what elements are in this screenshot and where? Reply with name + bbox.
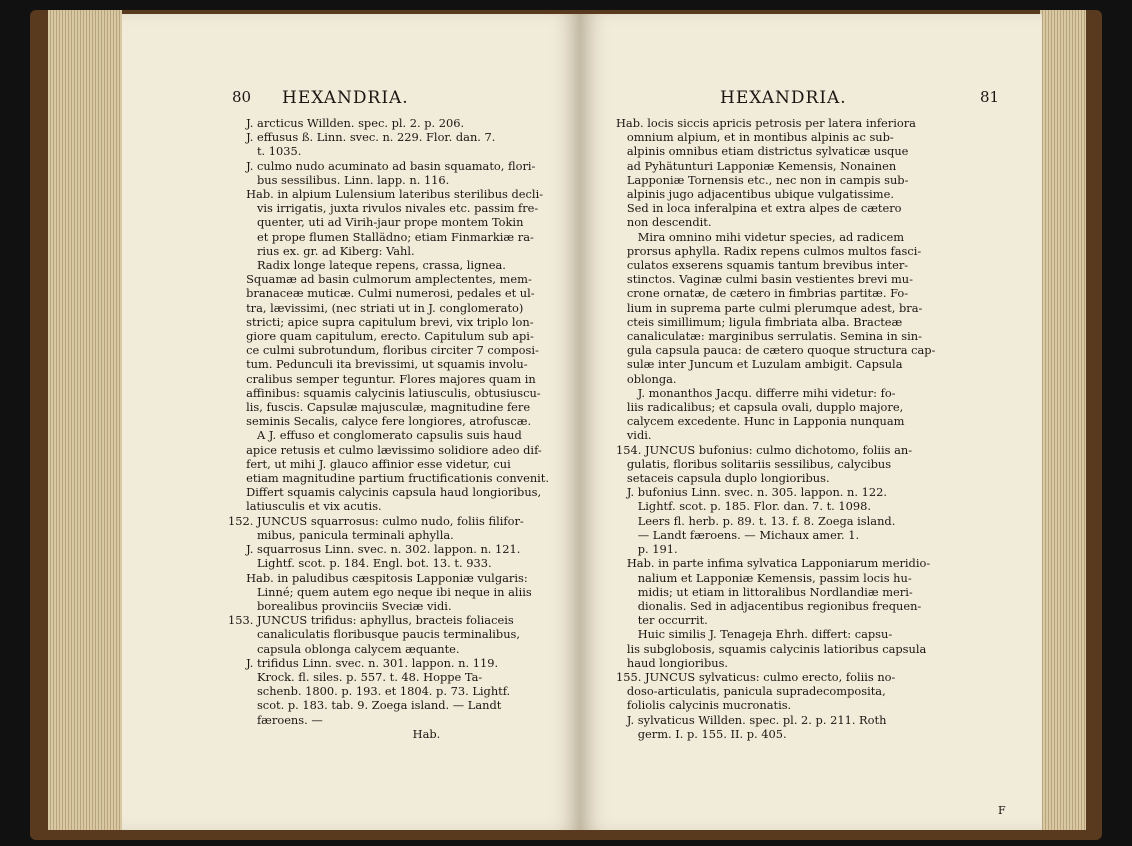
text-line: Hab.: [228, 726, 441, 741]
page-text: [616, 116, 1016, 741]
text-line: etiam magnitudine partium fructificationis convenit.: [228, 471, 550, 486]
text-line: non descendit.: [616, 215, 712, 230]
text-line: Squamæ ad basin culmorum amplectentes, mem-: [228, 272, 532, 287]
text-line: vis irrigatis, juxta rivulos nivales etc. passim fre-: [228, 201, 539, 216]
text-line: A J. effuso et conglomerato capsulis suis haud: [228, 428, 522, 443]
page-edges-right: [1040, 10, 1086, 830]
text-line: schenb. 1800. p. 193. et 1804. p. 73. Lightf.: [228, 684, 511, 699]
text-line: branaceæ muticæ. Culmi numerosi, pedales et ul-: [228, 286, 535, 301]
text-line: Krock. fl. siles. p. 557. t. 48. Hoppe Ta-: [228, 669, 483, 684]
text-line: capsula oblonga calycem æquante.: [228, 641, 460, 656]
text-line: germ. I. p. 155. II. p. 405.: [616, 726, 787, 741]
text-line: alpinis jugo adjacentibus ubique vulgatissime.: [616, 187, 894, 202]
text-line: giore quam capitulum, erecto. Capitulum sub api-: [228, 329, 534, 344]
text-line: cteis simillimum; ligula fimbriata alba. Bracteæ: [616, 314, 903, 329]
text-line: doso-articulatis, panicula supradecomposita,: [616, 684, 886, 699]
text-line: culatos exserens squamis tantum brevibus inter-: [616, 258, 909, 273]
text-line: lis subglobosis, squamis calycinis latioribus capsula: [616, 641, 927, 656]
text-line: J. monanthos Jacqu. differre mihi videtur: fo-: [616, 385, 896, 400]
page-number: 80: [232, 88, 252, 106]
text-line: nalium et Lapponiæ Kemensis, passim locis hu-: [616, 570, 912, 585]
text-line: Hab. locis siccis apricis petrosis per latera inferiora: [616, 116, 916, 130]
text-line: lium in suprema parte culmi plerumque adest, bra-: [616, 300, 923, 315]
text-line: gula capsula pauca: de cætero quoque structura cap-: [616, 343, 936, 358]
text-line: Lapponiæ Tornensis etc., nec non in campis sub-: [616, 172, 909, 187]
text-line: seminis Secalis, calyce fere longiores, atrofuscæ.: [228, 414, 532, 429]
text-line: 152. JUNCUS squarrosus: culmo nudo, foliis filifor-: [228, 513, 524, 528]
text-line: alpinis omnibus etiam districtus sylvaticæ usque: [616, 144, 909, 159]
text-line: stinctos. Vaginæ culmi basin vestientes brevi mu-: [616, 272, 913, 287]
text-line: bus sessilibus. Linn. lapp. n. 116.: [228, 172, 450, 187]
page-edges-left: [48, 10, 122, 830]
text-line: foliolis calycinis mucronatis.: [616, 698, 792, 713]
text-line: 154. JUNCUS bufonius: culmo dichotomo, foliis an-: [616, 442, 913, 457]
running-head: HEXANDRIA.: [282, 88, 409, 108]
text-line: tum. Pedunculi ita brevissimi, ut squamis involu-: [228, 357, 528, 372]
text-line: J. sylvaticus Willden. spec. pl. 2. p. 211. Roth: [616, 712, 887, 727]
text-line: Differt squamis calycinis capsula haud longioribus,: [228, 485, 542, 500]
text-line: dionalis. Sed in adjacentibus regionibus frequen-: [616, 598, 922, 613]
text-line: lis, fuscis. Capsulæ majusculæ, magnitudine fere: [228, 400, 531, 415]
text-line: latiusculis et vix acutis.: [228, 499, 382, 514]
text-line: Radix longe lateque repens, crassa, lignea.: [228, 258, 506, 273]
text-line: oblonga.: [616, 371, 677, 386]
text-line: calycem excedente. Hunc in Lapponia nunquam: [616, 414, 905, 429]
text-line: Lightf. scot. p. 184. Engl. bot. 13. t. 933.: [228, 556, 492, 571]
text-line: Huic similis J. Tenageja Ehrh. differt: capsu-: [616, 627, 893, 642]
text-line: Sed in loca inferalpina et extra alpes de cætero: [616, 201, 902, 216]
text-line: omnium alpium, et in montibus alpinis ac sub-: [616, 130, 894, 145]
text-line: J. arcticus Willden. spec. pl. 2. p. 206.: [228, 116, 465, 130]
left-page: [122, 14, 580, 830]
text-line: stricti; apice supra capitulum brevi, vix triplo lon-: [228, 314, 534, 329]
text-line: ter occurrit.: [616, 613, 708, 628]
text-line: et prope flumen Stallädno; etiam Finmarkiæ ra-: [228, 229, 534, 244]
text-line: scot. p. 183. tab. 9. Zoega island. — Landt: [228, 698, 502, 713]
right-page: [580, 14, 1042, 830]
text-line: sulæ inter Juncum et Luzulam ambigit. Capsula: [616, 357, 903, 372]
text-line: 153. JUNCUS trifidus: aphyllus, bracteis foliaceis: [228, 613, 514, 628]
text-line: Hab. in paludibus cæspitosis Lapponiæ vulgaris:: [228, 570, 528, 585]
text-line: J. trifidus Linn. svec. n. 301. lappon. n. 119.: [228, 655, 499, 670]
text-line: cralibus semper teguntur. Flores majores quam in: [228, 371, 536, 386]
text-line: fert, ut mihi J. glauco affinior esse videtur, cui: [228, 456, 511, 471]
text-line: ce culmi subrotundum, floribus circiter 7 composi-: [228, 343, 539, 358]
text-line: — Landt færoens. — Michaux amer. 1.: [616, 527, 860, 542]
running-head: HEXANDRIA.: [720, 88, 847, 108]
text-line: J. culmo nudo acuminato ad basin squamato, flori-: [228, 158, 536, 173]
text-line: Hab. in parte infima sylvatica Lapponiarum meridio-: [616, 556, 931, 571]
text-line: borealibus provinciis Sveciæ vidi.: [228, 598, 452, 613]
text-line: mibus, panicula terminali aphylla.: [228, 527, 454, 542]
text-line: J. squarrosus Linn. svec. n. 302. lappon. n. 121.: [228, 542, 521, 557]
text-line: J. effusus ß. Linn. svec. n. 229. Flor. dan. 7.: [228, 130, 496, 145]
page-number: 81: [980, 88, 1000, 106]
text-line: Mira omnino mihi videtur species, ad radicem: [616, 229, 904, 244]
text-line: affinibus: squamis calycinis latiusculis, obtusiuscu-: [228, 385, 541, 400]
signature-mark: F: [998, 804, 1006, 817]
text-line: Linné; quem autem ego neque ibi neque in aliis: [228, 584, 532, 599]
text-line: vidi.: [616, 428, 652, 443]
text-line: ad Pyhätunturi Lapponiæ Kemensis, Nonainen: [616, 158, 897, 173]
text-line: Hab. in alpium Lulensium lateribus sterilibus decli-: [228, 187, 544, 202]
text-line: tra, lævissimi, (nec striati ut in J. conglomerato): [228, 300, 524, 315]
text-line: gulatis, floribus solitariis sessilibus, calycibus: [616, 456, 892, 471]
text-line: apice retusis et culmo lævissimo solidiore adeo dif-: [228, 442, 542, 457]
text-line: canaliculatis floribusque paucis terminalibus,: [228, 627, 521, 642]
text-line: færoens. —: [228, 712, 323, 727]
text-line: p. 191.: [616, 542, 678, 557]
text-line: liis radicalibus; et capsula ovali, dupplo majore,: [616, 400, 904, 415]
text-line: quenter, uti ad Virih-jaur prope montem Tokin: [228, 215, 524, 230]
page-text: [228, 116, 562, 741]
text-line: setaceis capsula duplo longioribus.: [616, 471, 830, 486]
text-line: crone ornatæ, de cætero in fimbrias partitæ. Fo-: [616, 286, 909, 301]
text-line: haud longioribus.: [616, 655, 729, 670]
text-line: Lightf. scot. p. 185. Flor. dan. 7. t. 1098.: [616, 499, 872, 514]
text-line: 155. JUNCUS sylvaticus: culmo erecto, foliis no-: [616, 669, 896, 684]
text-line: rius ex. gr. ad Kiberg: Vahl.: [228, 243, 415, 258]
text-line: Leers fl. herb. p. 89. t. 13. f. 8. Zoega island.: [616, 513, 896, 528]
text-line: canaliculatæ: marginibus serrulatis. Semina in sin-: [616, 329, 922, 344]
text-line: t. 1035.: [228, 144, 302, 159]
text-line: J. bufonius Linn. svec. n. 305. lappon. n. 122.: [616, 485, 887, 500]
text-line: prorsus aphylla. Radix repens culmos multos fasci-: [616, 243, 922, 258]
text-line: midis; ut etiam in littoralibus Nordlandiæ meri-: [616, 584, 913, 599]
